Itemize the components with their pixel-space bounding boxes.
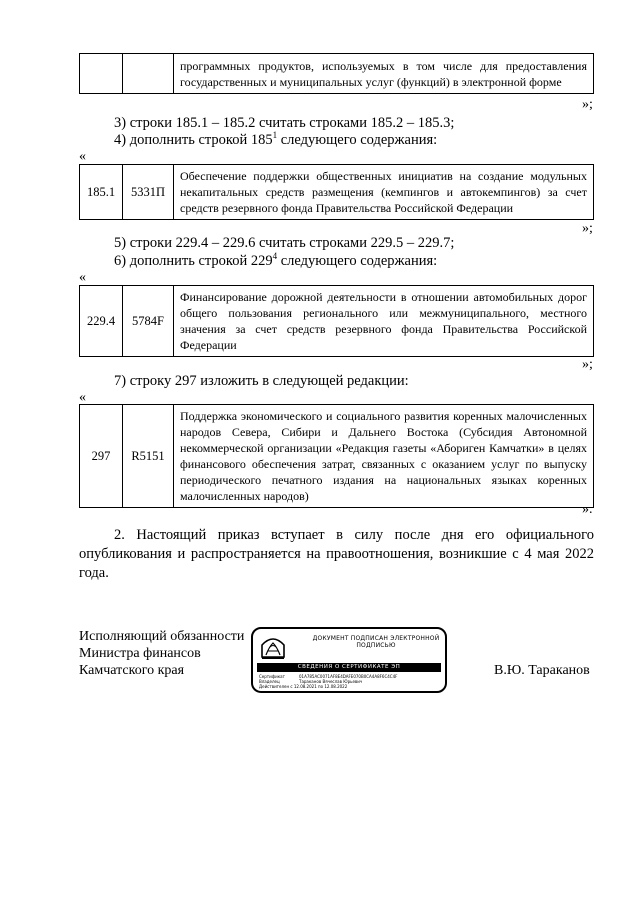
stamp-cert-key: Сертификат (259, 674, 285, 679)
row-number: 229.4 (80, 286, 123, 357)
electronic-signature-stamp (251, 627, 447, 693)
row-code: R5151 (123, 405, 174, 508)
stamp-valid-row: Действителен с 12.08.2021 по 12.08.2022 (259, 684, 348, 689)
signer-name: В.Ю. Тараканов (494, 663, 590, 678)
row-text: Финансирование дорожной деятельности в отношении автомобильных дорог общего пользования регионального или межмуниципального, местного значения за счет средств резервного фонда Правительства Российской Федерации (174, 286, 594, 357)
open-quote: « (79, 270, 86, 285)
item-6 (114, 252, 437, 270)
open-quote: « (79, 390, 86, 405)
item-4 (114, 131, 437, 149)
row-number: 185.1 (80, 165, 123, 220)
row-number: 297 (80, 405, 123, 508)
item-6-text-end: следующего содержания: (277, 253, 438, 269)
item-3: 3) строки 185.1 – 185.2 считать строками 185.2 – 185.3; (114, 115, 455, 131)
item-5: 5) строки 229.4 – 229.6 считать строками 229.5 – 229.7; (114, 235, 455, 251)
stamp-owner-key: Владелец (259, 679, 280, 684)
close-quote: »; (582, 97, 593, 112)
top-table-code-cell (123, 54, 174, 94)
signature-position-line1: Исполняющий обязанности (79, 629, 245, 644)
item-4-text: 4) дополнить строкой 185 (114, 132, 273, 148)
close-quote: »; (582, 357, 593, 372)
stamp-certificate-bar: СВЕДЕНИЯ О СЕРТИФИКАТЕ ЭП (257, 663, 441, 672)
paragraph-2: 2. Настоящий приказ вступает в силу после дня его официального опубликования и распространяется на правоотношения, возникшие с 4 мая 2022 года. (79, 527, 594, 581)
top-table-text: программных продуктов, используемых в том числе для предоставления государственных и муниципальных услуг (функций) в электронной форме (174, 54, 594, 94)
signature-position-line3: Камчатского края (79, 663, 185, 678)
stamp-header: ДОКУМЕНТ ПОДПИСАН ЭЛЕКТРОННОЙ ПОДПИСЬЮ (312, 635, 440, 649)
close-quote: ». (582, 502, 593, 517)
stamp-cert-value: 01A785AC0071AF8E4DAFE070B0CA4A8F6C4C4F (299, 674, 398, 679)
item-7: 7) строку 297 изложить в следующей редакции: (114, 373, 409, 389)
coat-of-arms-icon (259, 633, 287, 661)
row-text: Обеспечение поддержки общественных инициатив на создание модульных некапитальных средств размещения (кемпингов и автокемпингов) за счет средств резервного фонда Правительства Российской Федерации (174, 165, 594, 220)
item-4-sup: 1 (272, 130, 278, 141)
stamp-owner-value: Тараканов Вячеслав Юрьевич (299, 679, 363, 684)
close-quote: »; (582, 221, 593, 236)
table-185-1 (79, 164, 594, 220)
row-code: 5784F (123, 286, 174, 357)
row-text: Поддержка экономического и социального развития коренных малочисленных народов Севера, Сибири и Дальнего Востока (Субсидия Автономной некоммерческой организации «Редакция газеты «Абориген Камчатки» в целях финансового обеспечения затрат, связанных с оказанием услуг по выпуску периодического печатного издания на национальных языках коренных малочисленных народов) (174, 405, 594, 508)
table-229-4 (79, 285, 594, 357)
top-table (79, 53, 594, 94)
row-code: 5331П (123, 165, 174, 220)
top-table-num-cell (80, 54, 123, 94)
signature-position-line2: Министра финансов (79, 646, 201, 661)
open-quote: « (79, 149, 86, 164)
item-4-text-end: следующего содержания: (277, 132, 438, 148)
item-6-text: 6) дополнить строкой 229 (114, 253, 273, 269)
item-6-sup: 4 (272, 251, 278, 262)
table-297 (79, 404, 594, 508)
